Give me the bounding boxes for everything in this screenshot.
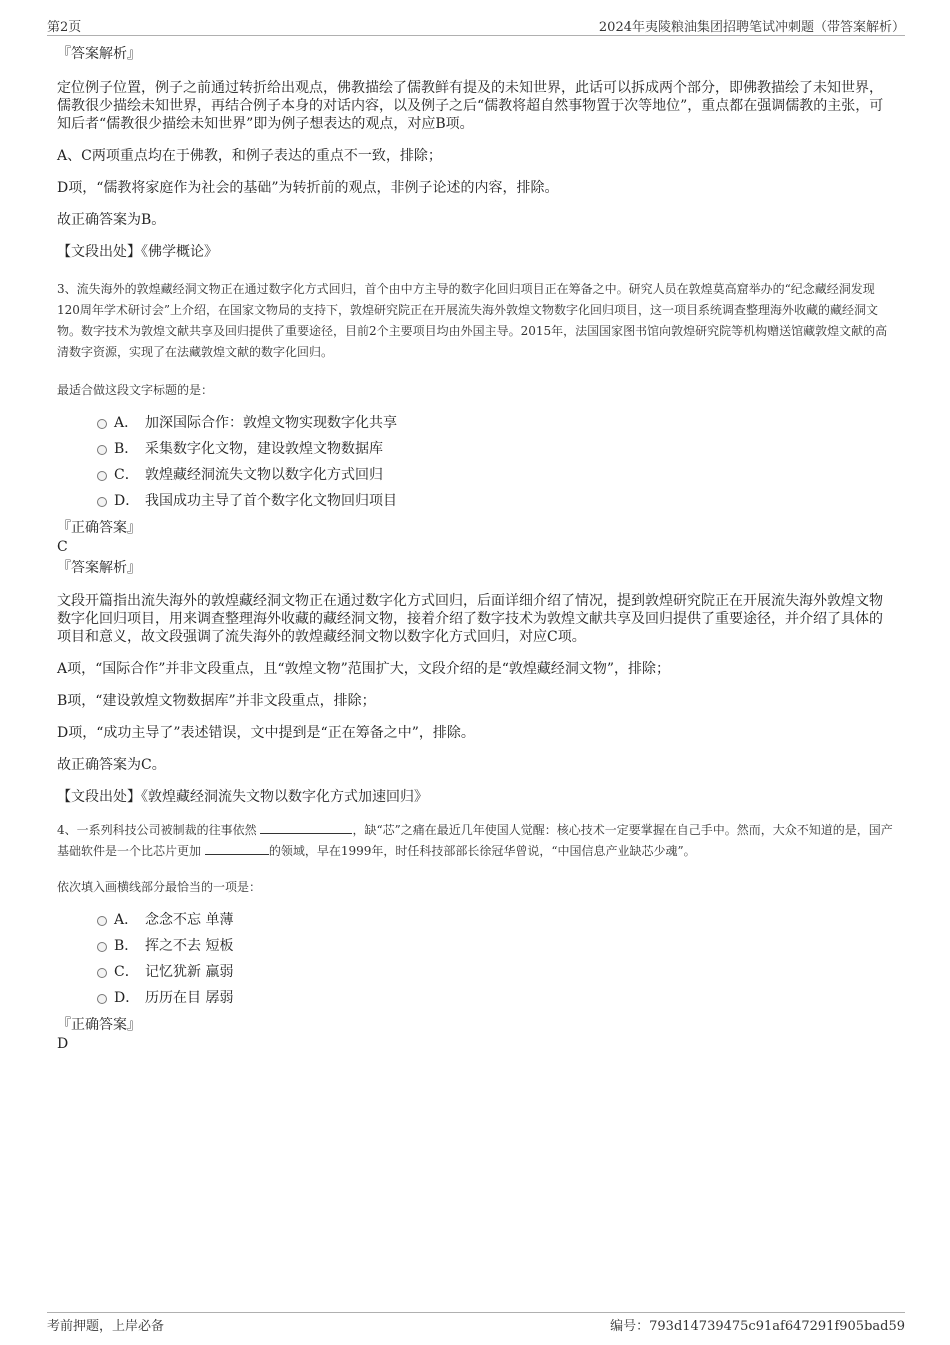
q2-analysis-para: A、C两项重点均在于佛教，和例子表达的重点不一致，排除； — [57, 148, 442, 164]
q3-option-c[interactable]: C． 敦煌藏经洞流失文物以数字化方式回归 — [57, 462, 895, 488]
q4-answer: D — [57, 1036, 69, 1052]
q3-analysis-label: 『答案解析』 — [57, 560, 141, 576]
footer-slogan: 考前押题，上岸必备 — [47, 1319, 165, 1334]
q4-answer-label: 『正确答案』 — [57, 1017, 141, 1033]
q2-analysis-label: 『答案解析』 — [57, 46, 141, 62]
radio-button[interactable] — [97, 994, 107, 1004]
q3-answer-label: 『正确答案』 — [57, 520, 141, 536]
radio-button[interactable] — [97, 968, 107, 978]
radio-button[interactable] — [97, 497, 107, 507]
page-footer — [47, 1312, 905, 1333]
q3-analysis-para: 故正确答案为C。 — [57, 757, 166, 773]
q3-option-d[interactable]: D． 我国成功主导了首个数字化文物回归项目 — [57, 488, 895, 514]
q3-analysis-para: D项，“成功主导了”表述错误，文中提到是“正在筹备之中”，排除。 — [57, 725, 475, 741]
radio-button[interactable] — [97, 471, 107, 481]
q4-option-c[interactable]: C． 记忆犹新 羸弱 — [57, 959, 895, 985]
q3-options — [57, 410, 895, 514]
q3-source: 【文段出处】《敦煌藏经洞流失文物以数字化方式加速回归》 — [57, 789, 428, 805]
q2-analysis-para: 故正确答案为B。 — [57, 212, 166, 228]
q3-analysis-para: A项，“国际合作”并非文段重点，且“敦煌文物”范围扩大，文段介绍的是“敦煌藏经洞文物”，排除； — [57, 661, 671, 677]
fill-blank — [260, 821, 352, 834]
q4-option-b[interactable]: B． 挥之不去 短板 — [57, 933, 895, 959]
radio-button[interactable] — [97, 419, 107, 429]
q4-option-a[interactable]: A． 念念不忘 单薄 — [57, 907, 895, 933]
document-title: 2024年夷陵粮油集团招聘笔试冲刺题（带答案解析） — [598, 20, 905, 35]
q3-answer: C — [57, 539, 68, 555]
page-number: 第2页 — [47, 20, 82, 35]
q3-question-text: 3、流失海外的敦煌藏经洞文物正在通过数字化方式回归，首个由中方主导的数字化回归项目正在筹备之中。研究人员在敦煌莫高窟举办的“纪念藏经洞发现120周年学术研讨会”上介绍，在国家文物局的支持下，敦煌研究院正在开展流失海外敦煌文物数字化回归项目，这一项目系统调查整理海外收藏的藏经洞文物。数字技术为敦煌文献共享及回归提供了重要途径，目前2个主要项目均由外国主导。2015年，法国国家图书馆向敦煌研究院等机构赠送馆藏敦煌文献的高清数字资源，实现了在法藏敦煌文献的数字化回归。 — [57, 282, 888, 359]
radio-button[interactable] — [97, 942, 107, 952]
q4-options — [57, 907, 895, 1011]
page-header — [47, 15, 905, 36]
q3-analysis-para: 文段开篇指出流失海外的敦煌藏经洞文物正在通过数字化方式回归，后面详细介绍了情况，提到敦煌研究院正在开展流失海外敦煌文物数字化回归项目，用来调查整理海外收藏的藏经洞文物，接着介绍了数字技术为敦煌文献共享及回归提供了重要途径，并介绍了具体的项目和意义，故文段强调了流失海外的敦煌藏经洞文物以数字化方式回归，对应C项。 — [57, 593, 883, 645]
q3-prompt: 最适合做这段文字标题的是： — [57, 383, 214, 397]
q4-prompt: 依次填入画横线部分最恰当的一项是： — [57, 880, 262, 894]
q4-option-d[interactable]: D． 历历在目 孱弱 — [57, 985, 895, 1011]
q2-analysis-para: 定位例子位置，例子之前通过转折给出观点，佛教描绘了儒教鲜有提及的未知世界，此话可以拆成两个部分，即佛教描绘了未知世界，儒教很少描绘未知世界，再结合例子本身的对话内容，以及例子之后“儒教将超自然事物置于次等地位”，重点都在强调儒教的主张，可知后者“儒教很少描绘未知世界”即为例子想表达的观点，对应B项。 — [57, 80, 884, 132]
document-code: 编号：793d14739475c91af647291f905bad59 — [610, 1319, 905, 1334]
q4-question-text: 4、一系列科技公司被制裁的往事依然 ，缺“芯”之痛在最近几年使国人觉醒：核心技术一定要掌握在自己手中。然而，大众不知道的是，国产基础软件是一个比芯片更加 的领域，早在1999年，时任科技部部长徐冠华曾说，“中国信息产业缺芯少魂”。 — [57, 823, 893, 858]
q3-option-a[interactable]: A． 加深国际合作：敦煌文物实现数字化共享 — [57, 410, 895, 436]
page-content — [57, 44, 895, 1053]
radio-button[interactable] — [97, 445, 107, 455]
q2-analysis-para: D项，“儒教将家庭作为社会的基础”为转折前的观点，非例子论述的内容，排除。 — [57, 180, 559, 196]
q2-source: 【文段出处】《佛学概论》 — [57, 244, 218, 260]
radio-button[interactable] — [97, 916, 107, 926]
q3-analysis-para: B项，“建设敦煌文物数据库”并非文段重点，排除； — [57, 693, 376, 709]
q3-option-b[interactable]: B． 采集数字化文物，建设敦煌文物数据库 — [57, 436, 895, 462]
fill-blank — [205, 842, 269, 855]
